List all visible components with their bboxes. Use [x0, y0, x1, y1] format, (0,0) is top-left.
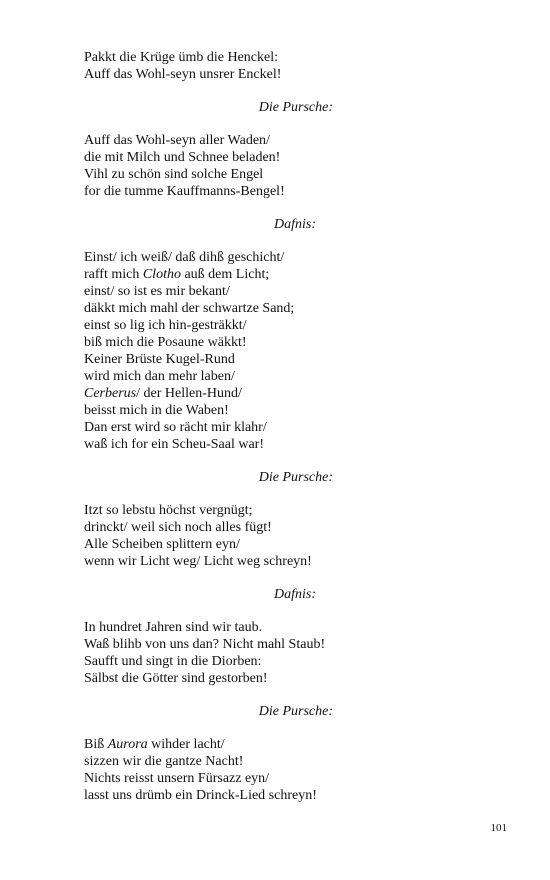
verse-line	[84, 300, 336, 317]
verse-text: auß dem Licht;	[180, 267, 270, 282]
verse-line	[84, 653, 336, 670]
verse-text: däkkt mich mahl der schwartze Sand;	[84, 301, 295, 316]
verse-line	[84, 436, 336, 453]
verse-line	[84, 636, 336, 653]
verse-text: einst/ so ist es mir bekant/	[84, 284, 230, 299]
italic-name: Aurora	[107, 737, 148, 752]
verse-text: Einst/ ich weiß/ daß dihß geschicht/	[84, 250, 285, 265]
verse-line	[84, 736, 336, 753]
poem-text	[84, 49, 336, 804]
verse-line	[84, 317, 336, 334]
verse-line	[84, 753, 336, 770]
verse-text: wenn wir Licht weg/ Licht weg schreyn!	[84, 554, 312, 569]
speaker-heading: Die Pursche:	[258, 704, 333, 719]
verse-text: In hundret Jahren sind wir taub.	[84, 620, 263, 635]
italic-name: Cerberus	[84, 386, 137, 401]
verse-text: Waß blihb von uns dan? Nicht mahl Staub!	[84, 637, 326, 652]
verse-line	[84, 402, 336, 419]
verse-text: biß mich die Posaune wäkkt!	[84, 335, 247, 350]
verse-text: beisst mich in die Waben!	[84, 403, 229, 418]
stanza	[84, 49, 336, 83]
verse-line	[84, 519, 336, 536]
stanza	[84, 586, 336, 687]
italic-name: Clotho	[142, 267, 181, 282]
verse-text: Keiner Brüste Kugel-Rund	[84, 352, 235, 367]
speaker-heading: Dafnis:	[274, 587, 316, 602]
verse-line	[84, 49, 336, 66]
verse-line	[84, 351, 336, 368]
verse-line	[84, 419, 336, 436]
verse-text: for die tumme Kauffmanns-Bengel!	[84, 184, 285, 199]
verse-line	[84, 536, 336, 553]
verse-text: einst so lig ich hin-gesträkkt/	[84, 318, 247, 333]
verse-text: lasst uns drümb ein Drinck-Lied schreyn!	[84, 788, 317, 803]
verse-text: waß ich for ein Scheu-Saal war!	[84, 437, 264, 452]
verse-text: die mit Milch und Schnee beladen!	[84, 150, 281, 165]
verse-line	[84, 183, 336, 200]
verse-line	[84, 66, 336, 83]
verse-line	[84, 149, 336, 166]
verse-line	[84, 132, 336, 149]
verse-text: Sälbst die Götter sind gestorben!	[84, 671, 268, 686]
verse-text: Itzt so lebstu höchst vergnügt;	[84, 503, 253, 518]
verse-text: Dan erst wird so rächt mir klahr/	[84, 420, 267, 435]
verse-text: Biß	[84, 737, 108, 752]
verse-text: Alle Scheiben splittern eyn/	[84, 537, 240, 552]
verse-line	[84, 385, 336, 402]
page-number: 101	[490, 822, 507, 834]
stanza	[84, 469, 336, 570]
verse-text: wihder lacht/	[147, 737, 225, 752]
verse-text: Auff das Wohl-seyn aller Waden/	[84, 133, 270, 148]
speaker-heading: Die Pursche:	[258, 470, 333, 485]
verse-line	[84, 368, 336, 385]
verse-line	[84, 770, 336, 787]
verse-text: rafft mich	[84, 267, 143, 282]
verse-text: drinckt/ weil sich noch alles fügt!	[84, 520, 272, 535]
verse-line	[84, 787, 336, 804]
verse-line	[84, 249, 336, 266]
verse-text: Saufft und singt in die Diorben:	[84, 654, 262, 669]
verse-line	[84, 619, 336, 636]
verse-text: Vihl zu schön sind solche Engel	[84, 167, 264, 182]
stanza	[84, 99, 336, 200]
speaker-heading: Die Pursche:	[258, 100, 333, 115]
verse-line	[84, 283, 336, 300]
verse-line	[84, 502, 336, 519]
verse-line	[84, 334, 336, 351]
stanza	[84, 703, 336, 804]
verse-text: Nichts reisst unsern Fürsazz eyn/	[84, 771, 270, 786]
verse-line	[84, 670, 336, 687]
verse-text: Auff das Wohl-seyn unsrer Enckel!	[84, 67, 282, 82]
stanza	[84, 216, 336, 453]
verse-text: sizzen wir die gantze Nacht!	[84, 754, 244, 769]
verse-text: / der Hellen-Hund/	[136, 386, 242, 401]
verse-text: wird mich dan mehr laben/	[84, 369, 235, 384]
verse-line	[84, 166, 336, 183]
speaker-heading: Dafnis:	[274, 217, 316, 232]
verse-line	[84, 553, 336, 570]
verse-line	[84, 266, 336, 283]
verse-text: Pakkt die Krüge ümb die Henckel:	[84, 50, 279, 65]
